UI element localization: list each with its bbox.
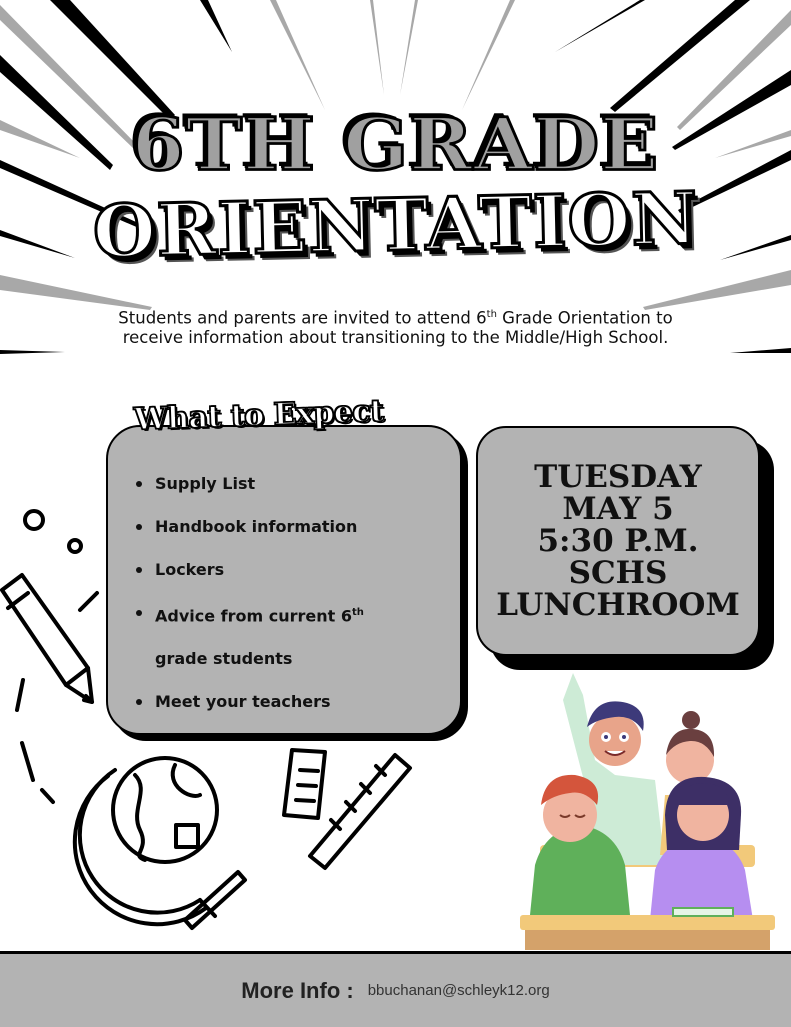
list-item [134,462,364,505]
list-item-superscript: th [352,607,364,618]
globe-icon [75,758,245,928]
footer-bar [0,951,791,1027]
intro-text-part1: Students and parents are invited to attend 6 [118,308,487,328]
list-item [134,548,364,591]
contact-email-link[interactable]: bbuchanan@schleyk12.org [367,982,550,999]
doodle-circles [17,511,97,802]
students-at-desk-illustration [515,665,780,950]
event-details-card [476,426,760,656]
list-item [134,591,364,637]
event-day: TUESDAY [534,459,702,495]
more-info-label: More Info : [241,977,354,1003]
list-item-label: grade students [155,649,293,669]
list-item [134,505,364,548]
pencil-icon [2,575,92,702]
list-item-continuation [134,637,364,680]
ruler-icon [284,750,410,868]
event-time: 5:30 P.M. [537,523,699,559]
list-item-label: Meet your teachers [155,692,331,712]
intro-paragraph [100,305,691,347]
list-item-label: Lockers [155,560,225,579]
list-item-label: Supply List [155,474,256,493]
title-line-1: 6TH GRADE [131,102,660,187]
intro-superscript: th [486,309,497,320]
list-item [134,680,364,723]
event-date: MAY 5 [562,491,674,527]
title-line-2: ORIENTATION [91,175,700,274]
event-place-line2: LUNCHROOM [496,587,740,623]
intro-text-part2: Grade Orientation to receive information about transitioning to the Middle/High School. [122,308,673,347]
list-item-label: Advice from current 6 [155,606,352,626]
event-place-line1: SCHS [568,555,668,591]
what-to-expect-list [134,462,364,723]
list-item-label: Handbook information [155,517,358,536]
what-to-expect-heading: What to Expect [133,393,385,438]
